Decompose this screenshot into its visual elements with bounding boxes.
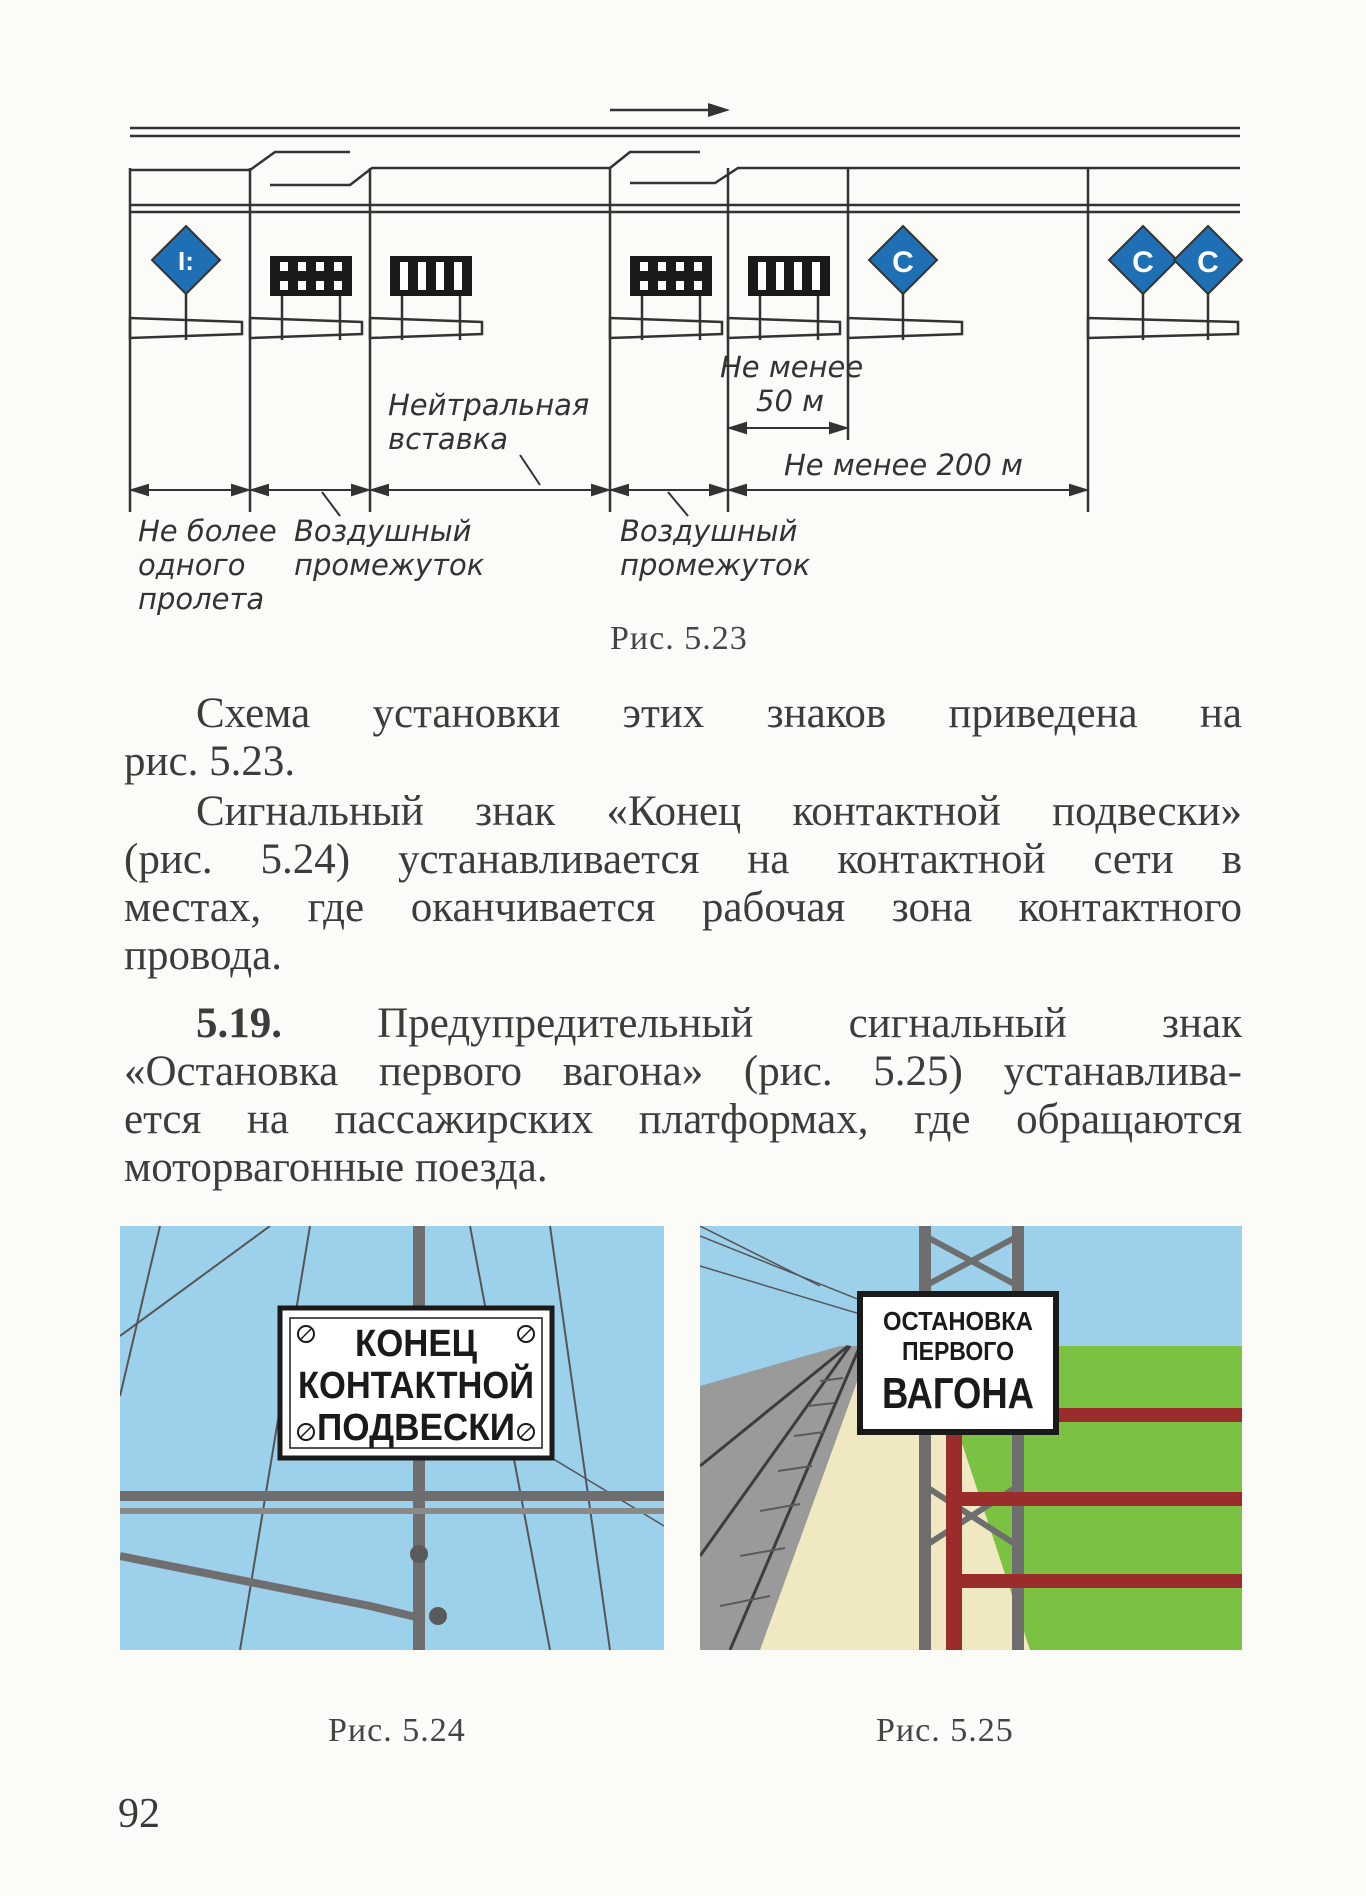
p1-word: знаков [766, 690, 887, 737]
sign-c-diamond [1109, 226, 1177, 294]
sign-5-24-line2: КОНТАКТНОЙ [298, 1365, 559, 1407]
p2-line2: (рис. 5.24) устанавливается на контактной сети в [124, 836, 1242, 883]
p1-line1 [124, 690, 1242, 738]
label-air-gap-2-line2: промежуток [620, 548, 811, 582]
figure-5-25-caption: Рис. 5.25 [876, 1712, 1014, 1749]
label-not-less-50-line1: Не менее [720, 350, 864, 384]
sign-c-glyph: C [892, 246, 914, 279]
sign-striped-rect-dotted [270, 256, 352, 296]
paragraph-3 [124, 1000, 1242, 1192]
sign-first-glyph: I: [178, 246, 194, 276]
sign-5-24-line1: КОНЕЦ [355, 1323, 478, 1365]
sign-5-25-line2: ПЕРВОГО [902, 1336, 1014, 1366]
p3-line1-text: Предупредительный сигнальный знак [377, 1000, 1242, 1047]
figure-5-23-caption: Рис. 5.23 [610, 620, 748, 657]
label-not-more-line1: Не более [138, 514, 277, 548]
figure-5-24-illustration [120, 1226, 664, 1650]
sign-c-glyph: C [1132, 246, 1154, 279]
label-air-gap-2-line1: Воздушный [620, 514, 798, 548]
sign-5-25-line1: ОСТАНОВКА [883, 1306, 1034, 1336]
p3-line4: моторвагонные поезда. [124, 1144, 548, 1191]
label-not-less-200: Не менее 200 м [784, 448, 1023, 482]
sign-5-24-line3: ПОДВЕСКИ [317, 1407, 515, 1449]
sign-striped-rect-dotted [630, 256, 712, 296]
p3-line3: ется на пассажирских платформах, где обращаются [124, 1096, 1242, 1143]
sign-5-25-line3: ВАГОНА [882, 1369, 1034, 1418]
sign-striped-rect [748, 256, 830, 296]
page-number: 92 [118, 1791, 160, 1837]
sign-first-diamond [152, 226, 220, 294]
p1-word: приведена [948, 690, 1138, 737]
p1-word: на [1199, 690, 1243, 737]
p1-word: установки [372, 690, 561, 737]
sign-c-diamond [869, 226, 937, 294]
p1-word: Схема [196, 690, 311, 737]
sign-c-glyph: C [1197, 246, 1219, 279]
label-neutral-line1: Нейтральная [388, 388, 590, 422]
p2-line4: провода. [124, 932, 282, 979]
figure-5-24-caption: Рис. 5.24 [328, 1712, 466, 1749]
p1-line2: рис. 5.23. [124, 738, 296, 785]
label-not-less-50-line2: 50 м [756, 384, 824, 418]
p3-line1 [124, 1000, 1242, 1048]
p1-word: этих [622, 690, 705, 737]
paragraph-2 [124, 788, 1242, 980]
sign-striped-rect [390, 256, 472, 296]
label-not-more-line2: одного [138, 548, 246, 582]
label-air-gap-1-line1: Воздушный [294, 514, 472, 548]
p2-line3: местах, где оканчивается рабочая зона контактного [124, 884, 1242, 931]
paragraph-1 [124, 690, 1242, 786]
p2-line1: Сигнальный знак «Конец контактной подвески» [196, 788, 1242, 835]
figure-5-25-illustration [700, 1226, 1242, 1650]
label-not-more-line3: пролета [138, 582, 265, 616]
label-air-gap-1-line2: промежуток [294, 548, 485, 582]
section-number: 5.19. [196, 1000, 282, 1047]
sign-c-diamond [1174, 226, 1242, 294]
label-neutral-line2: вставка [388, 422, 509, 456]
contact-wire [130, 152, 350, 170]
p3-line2: «Остановка первого вагона» (рис. 5.25) устанавлива- [124, 1048, 1242, 1095]
